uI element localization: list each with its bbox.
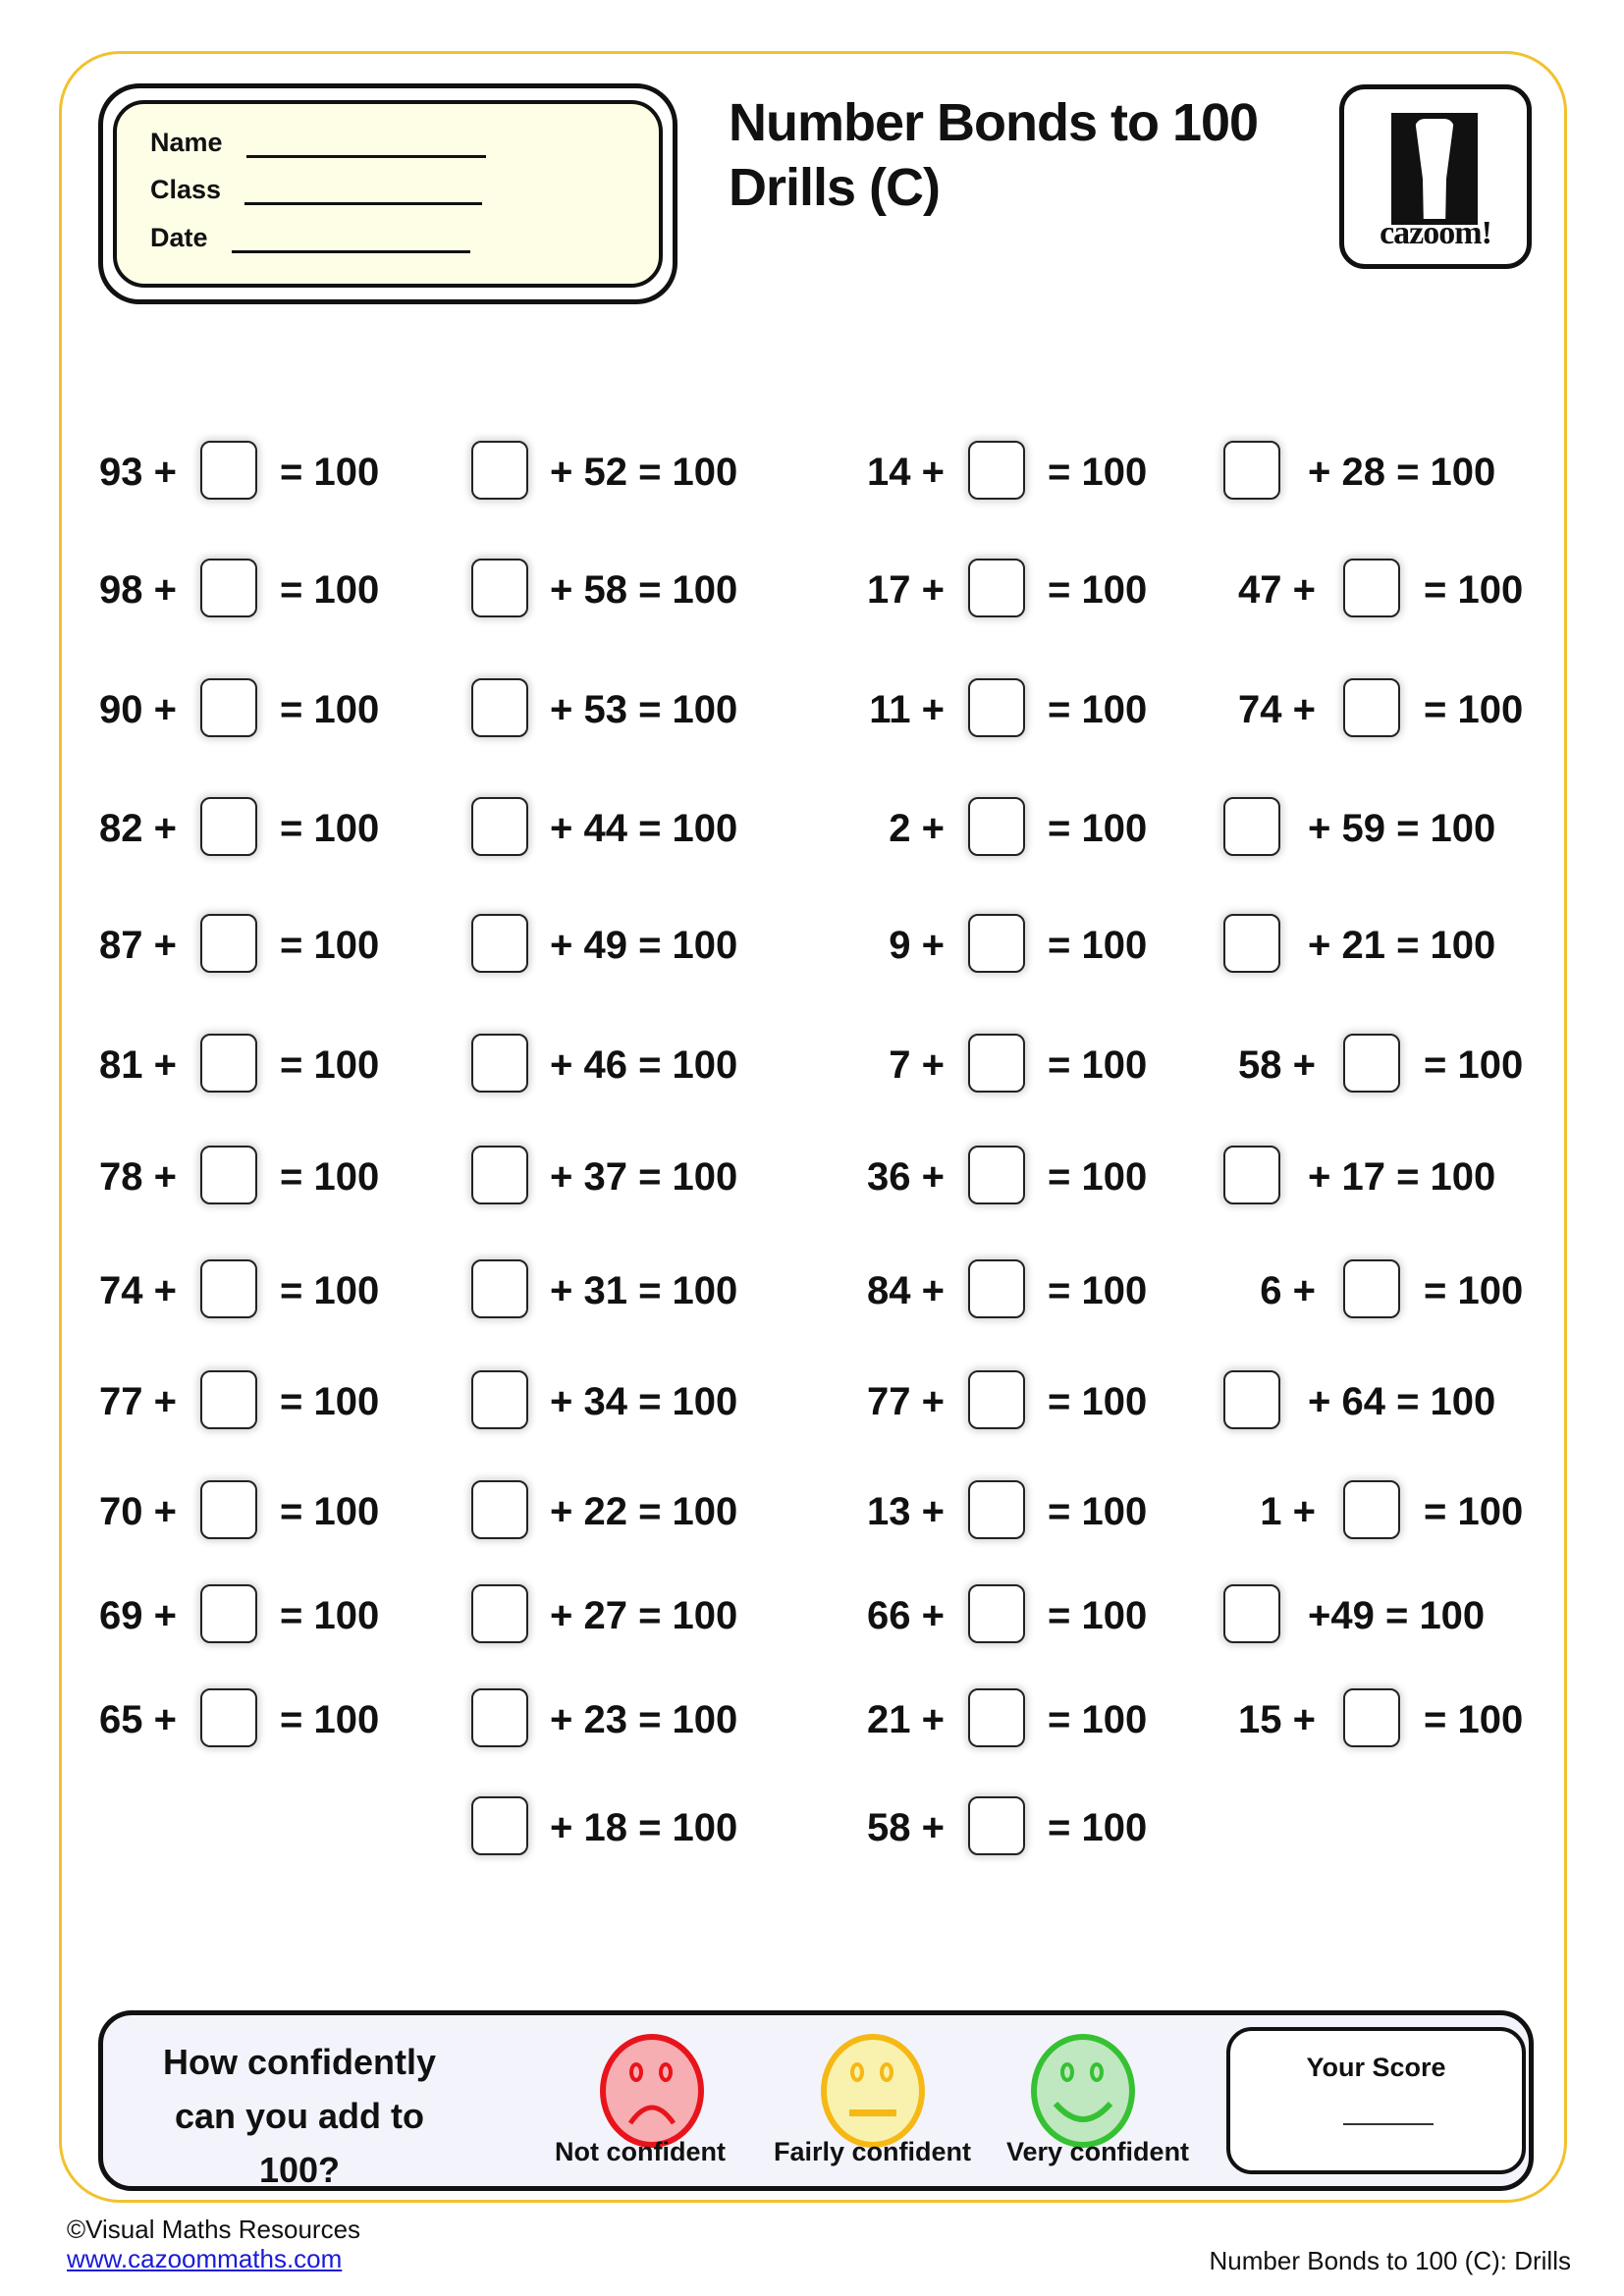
- equals-text: = 100: [280, 1043, 380, 1087]
- date-line[interactable]: [232, 248, 470, 253]
- addend-text: 21 +: [867, 1698, 945, 1741]
- student-info-box: [98, 83, 677, 304]
- answer-box[interactable]: [471, 1480, 528, 1539]
- score-box[interactable]: [1226, 2027, 1526, 2174]
- equals-text: = 100: [280, 924, 380, 967]
- answer-box[interactable]: [471, 559, 528, 617]
- equals-text: = 100: [280, 1155, 380, 1199]
- answer-box[interactable]: [1223, 441, 1280, 500]
- addend-text: 87 +: [99, 924, 177, 967]
- addend-text: 70 +: [99, 1490, 177, 1533]
- cazoom-logo: [1339, 84, 1532, 269]
- addend-text: 77 +: [99, 1380, 177, 1423]
- not-confident-label: Not confident: [555, 2137, 726, 2166]
- answer-box[interactable]: [968, 797, 1025, 856]
- addend-text: 74 +: [1238, 688, 1316, 731]
- addend-text: 47 +: [1238, 568, 1316, 612]
- equals-text: = 100: [1048, 807, 1148, 850]
- equation-text: + 52 = 100: [550, 451, 738, 494]
- answer-box[interactable]: [471, 1370, 528, 1429]
- answer-box[interactable]: [968, 441, 1025, 500]
- equals-text: = 100: [1424, 568, 1524, 612]
- answer-box[interactable]: [200, 1584, 257, 1643]
- answer-box[interactable]: [968, 1146, 1025, 1204]
- addend-text: 7 +: [889, 1043, 945, 1087]
- answer-box[interactable]: [968, 1480, 1025, 1539]
- answer-box[interactable]: [968, 678, 1025, 737]
- very-confident-label: Very confident: [1006, 2137, 1190, 2166]
- addend-text: 58 +: [1238, 1043, 1316, 1087]
- equals-text: = 100: [1048, 1594, 1148, 1637]
- answer-box[interactable]: [200, 1480, 257, 1539]
- equals-text: = 100: [1048, 924, 1148, 967]
- equation-text: + 17 = 100: [1308, 1155, 1496, 1199]
- answer-box[interactable]: [200, 1034, 257, 1093]
- equals-text: = 100: [280, 1698, 380, 1741]
- name-label: Name: [150, 128, 223, 157]
- answer-box[interactable]: [1343, 1034, 1400, 1093]
- sad-face-icon[interactable]: [599, 2033, 705, 2149]
- answer-box[interactable]: [968, 559, 1025, 617]
- answer-box[interactable]: [471, 797, 528, 856]
- page-title: [729, 90, 1258, 220]
- addend-text: 17 +: [867, 568, 945, 612]
- equals-text: = 100: [1048, 1269, 1148, 1312]
- equals-text: = 100: [280, 807, 380, 850]
- date-field[interactable]: [150, 223, 470, 253]
- title-line-2: Drills (C): [729, 158, 941, 217]
- answer-box[interactable]: [1343, 1259, 1400, 1318]
- addend-text: 6 +: [1260, 1269, 1316, 1312]
- equals-text: = 100: [1424, 1698, 1524, 1741]
- addend-text: 14 +: [867, 451, 945, 494]
- answer-box[interactable]: [1223, 1584, 1280, 1643]
- answer-box[interactable]: [471, 441, 528, 500]
- addend-text: 1 +: [1260, 1490, 1316, 1533]
- equation-text: + 18 = 100: [550, 1806, 738, 1849]
- addend-text: 93 +: [99, 451, 177, 494]
- addend-text: 65 +: [99, 1698, 177, 1741]
- addend-text: 69 +: [99, 1594, 177, 1637]
- answer-box[interactable]: [200, 1688, 257, 1747]
- equals-text: = 100: [1048, 1490, 1148, 1533]
- answer-box[interactable]: [200, 797, 257, 856]
- addend-text: 13 +: [867, 1490, 945, 1533]
- answer-box[interactable]: [471, 914, 528, 973]
- equation-text: + 64 = 100: [1308, 1380, 1496, 1423]
- equation-text: + 49 = 100: [550, 924, 738, 967]
- equation-text: + 58 = 100: [550, 568, 738, 612]
- addend-text: 2 +: [889, 807, 945, 850]
- equation-text: + 23 = 100: [550, 1698, 738, 1741]
- equals-text: = 100: [1048, 451, 1148, 494]
- equation-text: + 34 = 100: [550, 1380, 738, 1423]
- addend-text: 84 +: [867, 1269, 945, 1312]
- date-label: Date: [150, 223, 208, 252]
- answer-box[interactable]: [968, 1584, 1025, 1643]
- question-line-1: How confidently: [163, 2042, 436, 2082]
- title-line-1: Number Bonds to 100: [729, 93, 1259, 152]
- score-line[interactable]: [1343, 2123, 1434, 2125]
- equation-text: + 53 = 100: [550, 688, 738, 731]
- answer-box[interactable]: [1343, 559, 1400, 617]
- class-label: Class: [150, 175, 222, 204]
- equation-text: + 44 = 100: [550, 807, 738, 850]
- equals-text: = 100: [1048, 1806, 1148, 1849]
- confidence-question: [133, 2035, 466, 2197]
- answer-box[interactable]: [471, 678, 528, 737]
- answer-box[interactable]: [1223, 914, 1280, 973]
- addend-text: 36 +: [867, 1155, 945, 1199]
- answer-box[interactable]: [1343, 678, 1400, 737]
- answer-box[interactable]: [968, 1796, 1025, 1855]
- addend-text: 15 +: [1238, 1698, 1316, 1741]
- answer-box[interactable]: [471, 1034, 528, 1093]
- answer-box[interactable]: [471, 1688, 528, 1747]
- answer-box[interactable]: [200, 914, 257, 973]
- confidence-panel: [98, 2010, 1534, 2191]
- name-field[interactable]: [150, 128, 486, 158]
- class-field[interactable]: [150, 175, 482, 205]
- answer-box[interactable]: [471, 1584, 528, 1643]
- answer-box[interactable]: [1343, 1688, 1400, 1747]
- equation-text: + 21 = 100: [1308, 924, 1496, 967]
- answer-box[interactable]: [200, 1146, 257, 1204]
- equals-text: = 100: [280, 1269, 380, 1312]
- answer-box[interactable]: [200, 559, 257, 617]
- answer-box[interactable]: [1223, 1146, 1280, 1204]
- fairly-confident-label: Fairly confident: [774, 2137, 972, 2166]
- equation-text: + 22 = 100: [550, 1490, 738, 1533]
- website-link[interactable]: www.cazoommaths.com: [67, 2244, 343, 2273]
- logo-text: cazoom!: [1380, 215, 1491, 251]
- class-line[interactable]: [244, 200, 482, 205]
- equals-text: = 100: [280, 1594, 380, 1637]
- equals-text: = 100: [1048, 1043, 1148, 1087]
- happy-face-icon[interactable]: [1030, 2033, 1136, 2149]
- page-frame: [59, 51, 1567, 2203]
- answer-box[interactable]: [471, 1259, 528, 1318]
- answer-box[interactable]: [968, 1259, 1025, 1318]
- equals-text: = 100: [1424, 1490, 1524, 1533]
- answer-box[interactable]: [471, 1146, 528, 1204]
- equals-text: = 100: [280, 568, 380, 612]
- answer-box[interactable]: [200, 678, 257, 737]
- addend-text: 90 +: [99, 688, 177, 731]
- neutral-face-icon[interactable]: [820, 2033, 926, 2149]
- answer-box[interactable]: [471, 1796, 528, 1855]
- equation-text: + 28 = 100: [1308, 451, 1496, 494]
- equals-text: = 100: [280, 1380, 380, 1423]
- addend-text: 66 +: [867, 1594, 945, 1637]
- equation-text: +49 = 100: [1308, 1594, 1486, 1637]
- answer-box[interactable]: [200, 1370, 257, 1429]
- addend-text: 11 +: [869, 688, 945, 731]
- answer-box[interactable]: [968, 1688, 1025, 1747]
- equals-text: = 100: [1048, 1698, 1148, 1741]
- answer-box[interactable]: [968, 914, 1025, 973]
- addend-text: 82 +: [99, 807, 177, 850]
- question-line-2: can you add to 100?: [174, 2096, 425, 2190]
- equals-text: = 100: [1048, 568, 1148, 612]
- equation-text: + 31 = 100: [550, 1269, 738, 1312]
- equals-text: = 100: [1424, 1269, 1524, 1312]
- addend-text: 78 +: [99, 1155, 177, 1199]
- copyright-text: ©Visual Maths Resources: [67, 2215, 361, 2244]
- addend-text: 77 +: [867, 1380, 945, 1423]
- equals-text: = 100: [280, 1490, 380, 1533]
- answer-box[interactable]: [968, 1034, 1025, 1093]
- addend-text: 58 +: [867, 1806, 945, 1849]
- score-label: Your Score: [1306, 2053, 1446, 2082]
- equation-text: + 59 = 100: [1308, 807, 1496, 850]
- addend-text: 98 +: [99, 568, 177, 612]
- equals-text: = 100: [280, 451, 380, 494]
- addend-text: 9 +: [889, 924, 945, 967]
- equals-text: = 100: [1048, 1155, 1148, 1199]
- addend-text: 81 +: [99, 1043, 177, 1087]
- answer-box[interactable]: [1223, 1370, 1280, 1429]
- name-line[interactable]: [246, 153, 486, 158]
- footer-doc-title: Number Bonds to 100 (C): Drills: [1209, 2246, 1571, 2275]
- equals-text: = 100: [1424, 1043, 1524, 1087]
- answer-box[interactable]: [968, 1370, 1025, 1429]
- equation-text: + 27 = 100: [550, 1594, 738, 1637]
- equals-text: = 100: [280, 688, 380, 731]
- addend-text: 74 +: [99, 1269, 177, 1312]
- equals-text: = 100: [1048, 1380, 1148, 1423]
- answer-box[interactable]: [200, 441, 257, 500]
- equation-text: + 37 = 100: [550, 1155, 738, 1199]
- answer-box[interactable]: [200, 1259, 257, 1318]
- answer-box[interactable]: [1343, 1480, 1400, 1539]
- answer-box[interactable]: [1223, 797, 1280, 856]
- equals-text: = 100: [1048, 688, 1148, 731]
- equals-text: = 100: [1424, 688, 1524, 731]
- equation-text: + 46 = 100: [550, 1043, 738, 1087]
